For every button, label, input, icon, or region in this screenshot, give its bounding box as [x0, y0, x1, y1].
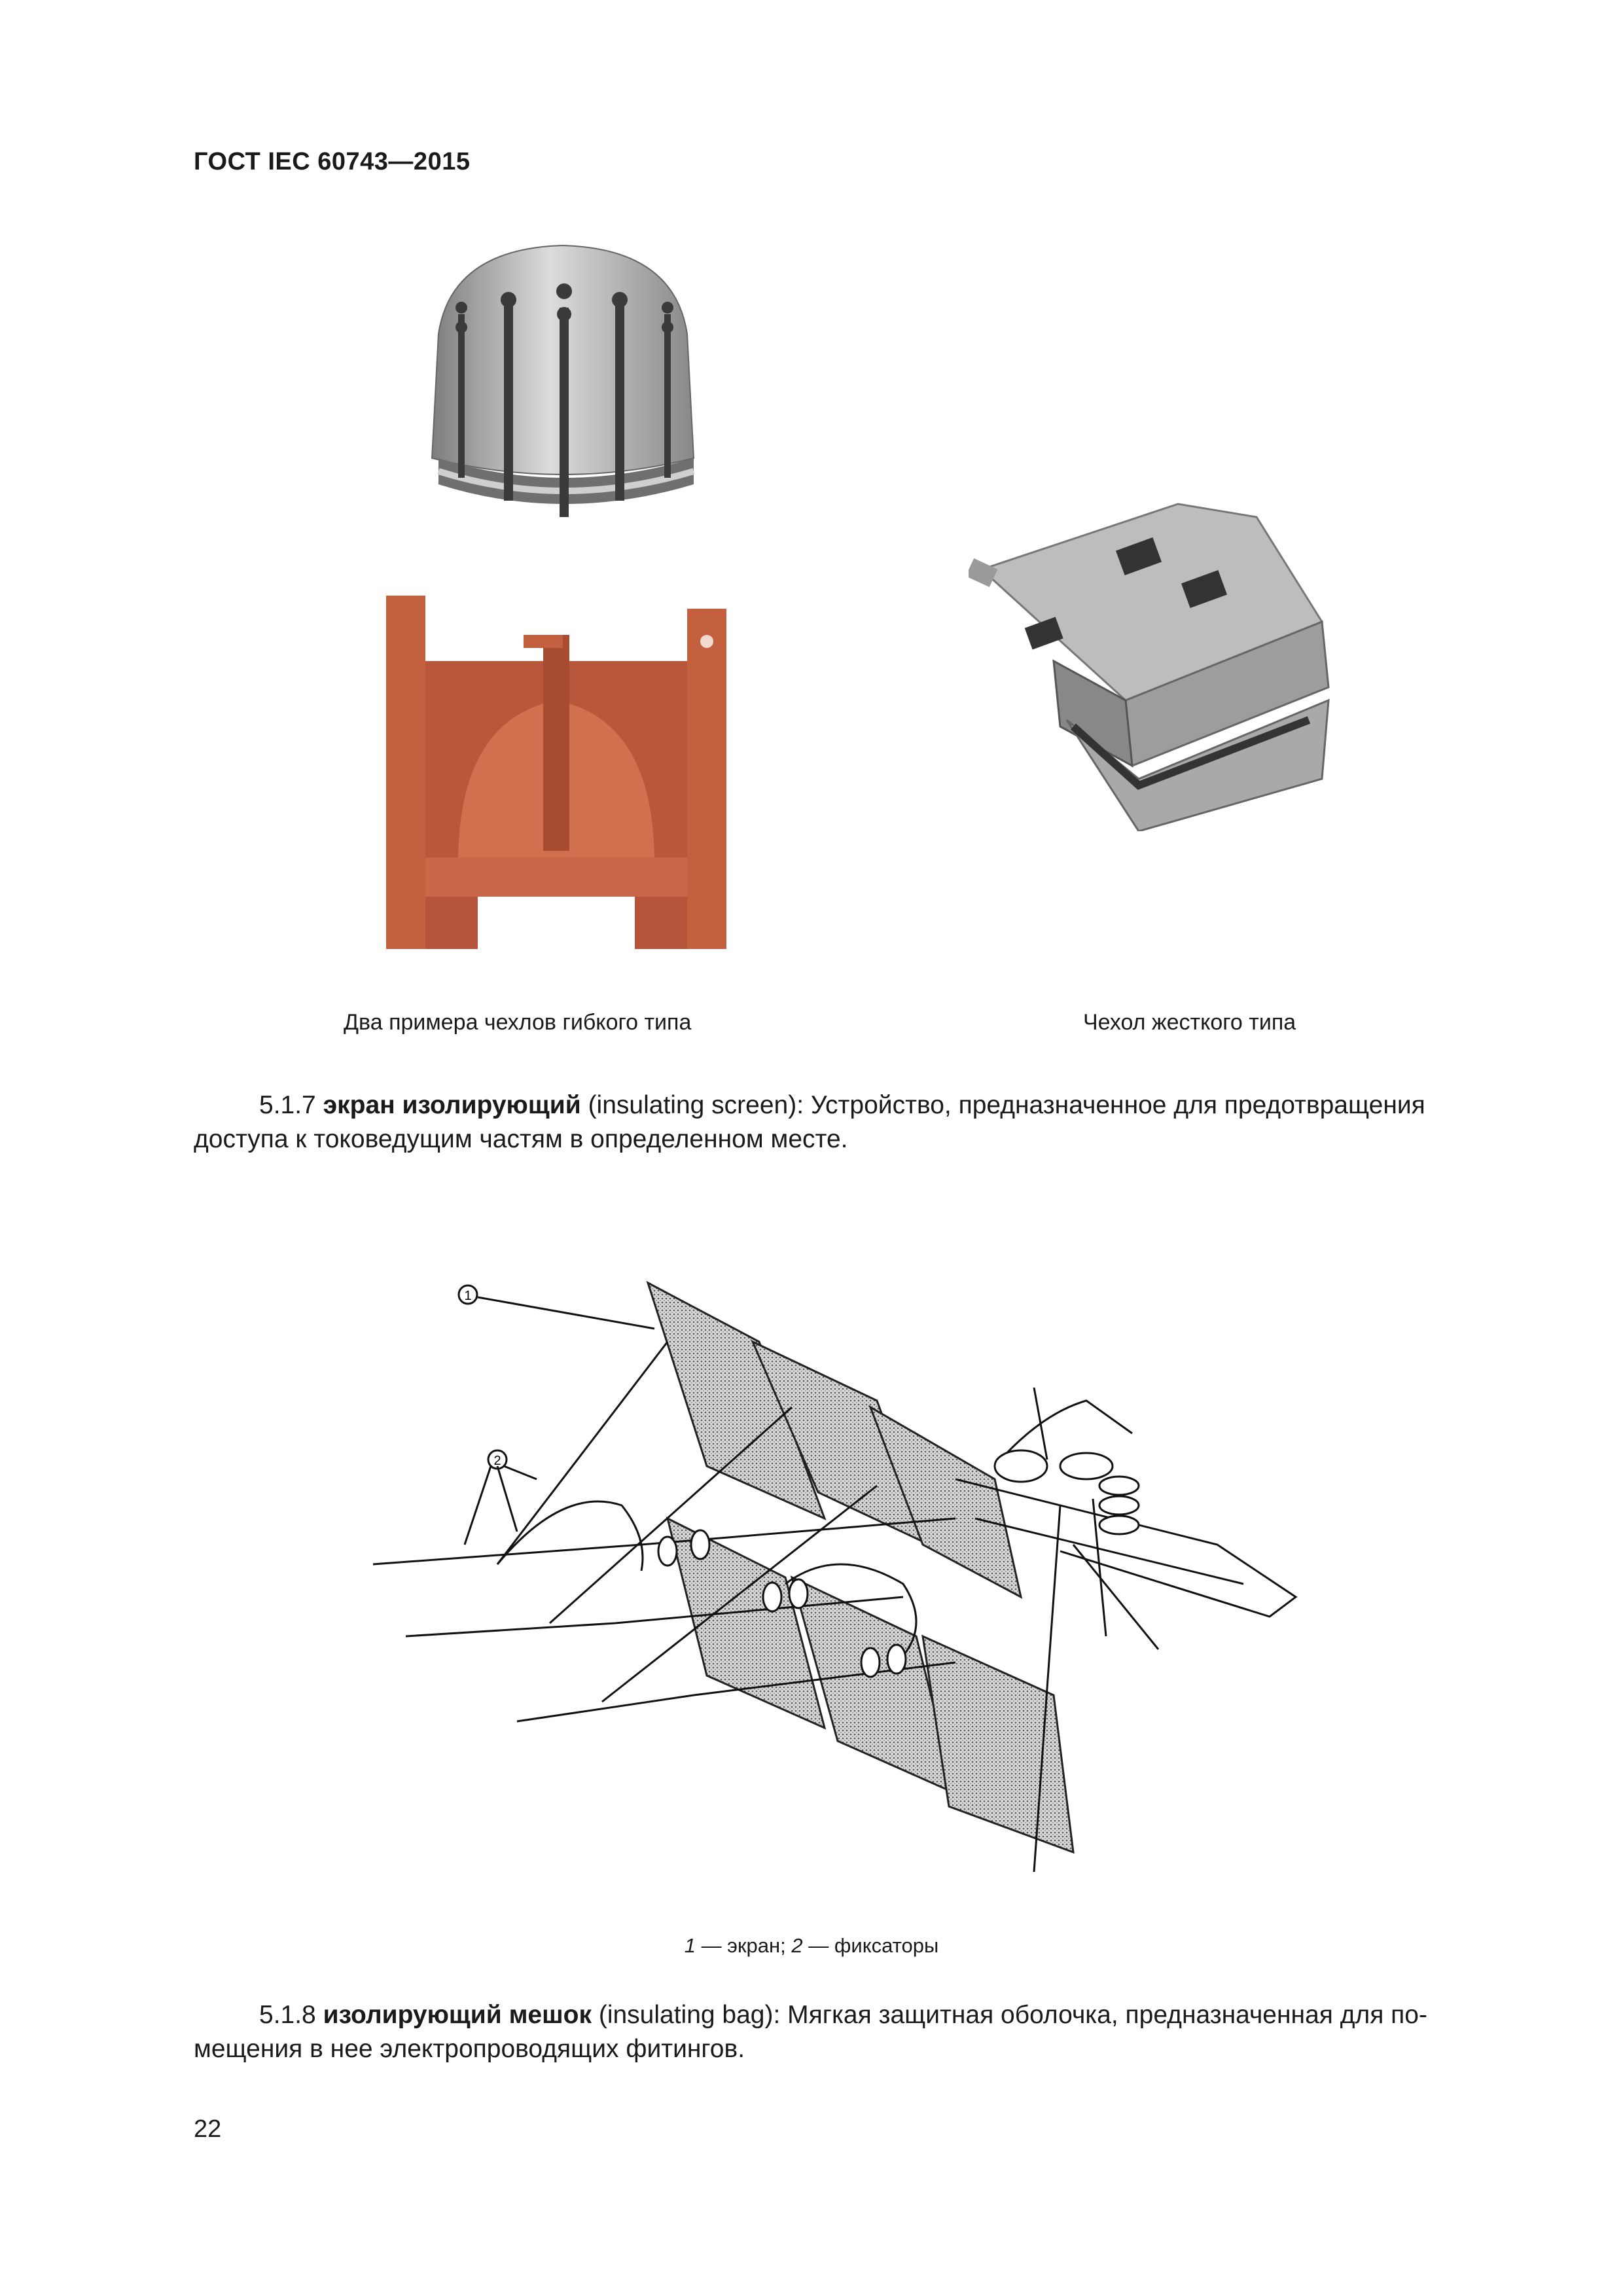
figure-legend	[0, 1934, 1623, 1958]
definition-line: доступа к токоведущим частям в определенном месте.	[194, 1125, 848, 1153]
definition-line: Устройство, предназначенное для предотвращения	[810, 1091, 1425, 1119]
flexible-cover-gray-image	[412, 236, 713, 556]
term-english: (insulating screen):	[588, 1091, 804, 1119]
paragraph-5-1-7	[194, 1088, 1437, 1157]
flexible-cover-red-image	[380, 589, 740, 956]
paragraph-5-1-8	[194, 1998, 1437, 2066]
clause-number: 5.1.8	[259, 2001, 316, 2029]
legend-text: — фиксаторы	[802, 1934, 939, 1957]
clause-number: 5.1.7	[259, 1091, 316, 1119]
term-english: (insulating bag):	[598, 2001, 781, 2029]
page-number: 22	[194, 2115, 222, 2143]
insulating-screen-diagram	[366, 1270, 1322, 1898]
document-header: ГОСТ IEC 60743—2015	[194, 148, 471, 175]
definition-line: мещения в нее электропроводящих фитингов.	[194, 2035, 745, 2063]
term: изолирующий мешок	[323, 2001, 592, 2029]
term: экран изолирующий	[323, 1091, 581, 1119]
legend-number: 2	[791, 1934, 803, 1957]
caption-flexible-covers: Два примера чехлов гибкого типа	[344, 1010, 692, 1035]
callout-1: 1	[464, 1289, 472, 1303]
rigid-cover-image	[969, 491, 1335, 831]
legend-number: 1	[684, 1934, 696, 1957]
definition-line: Мягкая защитная оболочка, предназначенная для по-	[787, 2001, 1427, 2029]
callout-2: 2	[493, 1454, 501, 1468]
legend-text: — экран;	[695, 1934, 792, 1957]
caption-rigid-cover: Чехол жесткого типа	[1083, 1010, 1296, 1035]
